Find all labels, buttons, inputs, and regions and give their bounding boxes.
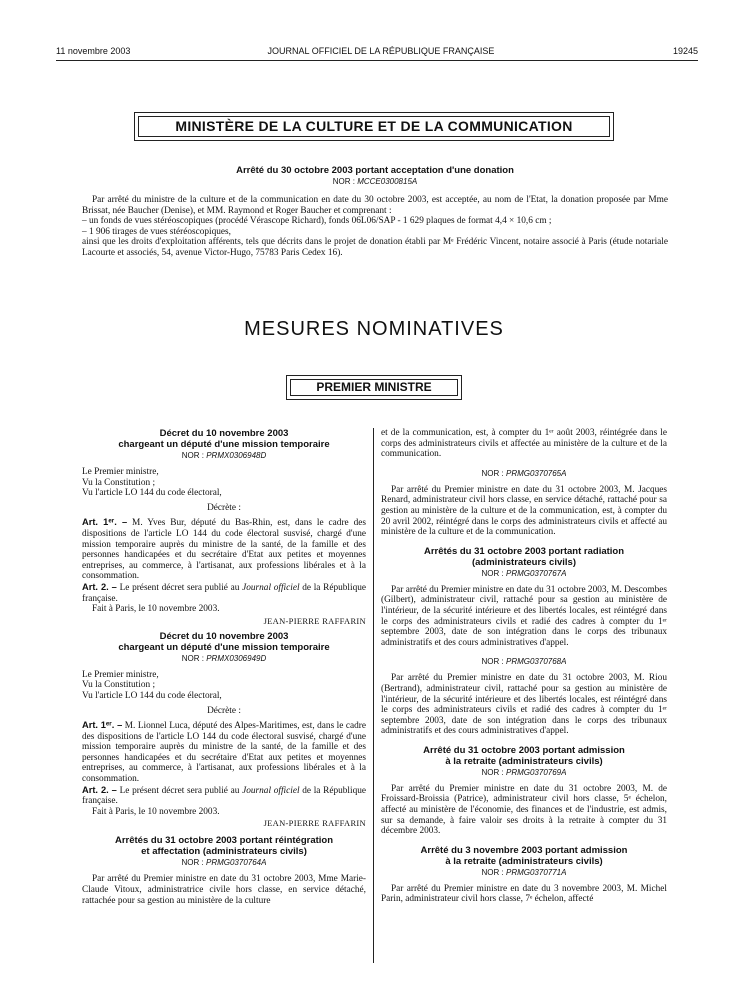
article-label: Art. 2. – — [82, 581, 117, 592]
visa-line: Vu la Constitution ; — [82, 680, 156, 691]
arretes-nor — [381, 568, 667, 579]
arrete-paragraph: Par arrêté du ministre de la culture et de la communication en date du 30 octobre 2003, est acceptée, au nom de l'Etat, la donation proposée par Mme Brissat, née Baucher (Denise), et MM. Raymond et Roger Baucher et comprenant : — [82, 195, 668, 216]
nor-code: MCCE0300815A — [357, 177, 418, 186]
article-text: M. Lionnel Luca, député des Alpes-Maritimes, est, dans le cadre des dispositions de l'article LO 144 du code électoral susvisé, chargé d'une mission temporaire auprès du ministre de la santé, de la famille et des personnes handicapées et du secrétaire d'Etat aux petites et moyennes entreprises, au commerce, à l'artisanat, aux professions libérales et à la consommation. — [82, 721, 366, 785]
nor-label: NOR : — [181, 653, 204, 663]
decret-title: Décret du 10 novembre 2003 — [159, 630, 289, 642]
article-text: M. Yves Bur, député du Bas-Rhin, est, dans le cadre des dispositions de l'article LO 144 du code électoral susvisé, chargé d'une mission temporaire auprès du ministre de la santé, de la famille et des personnes handicapées et du secrétaire d'Etat aux petites et moyennes entreprises, au commerce, à l'artisanat, aux professions libérales et à la consommation. — [82, 518, 366, 582]
nor-label: NOR : — [481, 867, 504, 877]
signature: JEAN-PIERRE RAFFARIN — [263, 615, 366, 626]
arrete-paragraph: ainsi que les droits d'exploitation afférents, tels que décrits dans le projet de donation établi par Mᵉ Frédéric Vincent, notaire associé à Paris (étude notariale Lacourte et associés, 54, avenue Victor-Hugo, 75783 Paris Cedex 16). — [82, 237, 668, 258]
nor-label: NOR : — [481, 657, 504, 667]
arrete-subtitle: à la retraite (administrateurs civils) — [445, 855, 603, 867]
visa-line: Vu l'article LO 144 du code électoral, — [82, 690, 222, 701]
left-column — [82, 428, 366, 906]
arretes-title: Arrêtés du 31 octobre 2003 portant radiation — [423, 545, 625, 557]
header-page-number: 19245 — [672, 46, 698, 56]
right-column — [381, 428, 667, 905]
arrete-nor — [381, 767, 667, 778]
article-text: Le présent décret sera publié au — [119, 785, 243, 796]
arrete-item: – 1 906 tirages de vues stéréoscopiques, — [82, 226, 231, 237]
arrete-paragraph: Par arrêté du Premier ministre en date du 31 octobre 2003, M. Riou (Bertrand), administrateur civil, rattaché pour sa gestion au ministère de l'intérieur, de la sécurité intérieure et des libertés locales, est réintégré dans le corps des administrateurs civils et radié des cadres à compter du 1ᵉʳ septembre 2003, date de son intégration dans le corps des tribunaux administratifs et des cours administratives d'appel. — [381, 673, 667, 737]
nor-label: NOR : — [181, 451, 204, 460]
arrete-nor — [82, 176, 668, 187]
article-2 — [82, 582, 366, 604]
arrete-nor — [381, 867, 667, 878]
decret-nor — [82, 450, 366, 461]
arrete-title: Arrêté du 30 octobre 2003 portant acceptation d'une donation — [236, 165, 514, 176]
arrete-paragraph: Par arrêté du Premier ministre en date du 31 octobre 2003, M. de Froissard-Broissia (Patrice), administrateur civil hors classe, 5ᵉ échelon, affecté au ministère de l'économie, des finances et de l'industrie, est admis, sur sa demande, à faire valoir ses droits à la retraite à compter du 31 décembre 2003. — [381, 783, 667, 837]
visa-line: Vu la Constitution ; — [82, 477, 156, 488]
nor-code: PRMX0306948D — [206, 451, 267, 460]
nor-label: NOR : — [481, 767, 504, 777]
article-text: de la République française. — [82, 582, 366, 604]
decret-subtitle: chargeant un député d'une mission temporaire — [118, 641, 330, 653]
nor-label: NOR : — [332, 177, 355, 186]
arrete-paragraph: Par arrêté du Premier ministre en date du 31 octobre 2003, Mme Marie-Claude Vitoux, administratrice civile hors classe, en service détaché, rattachée pour sa gestion au ministère de la culture — [82, 874, 366, 906]
arrete-paragraph: Par arrêté du Premier ministre en date du 3 novembre 2003, M. Michel Parin, administrateur civil hors classe, 7ᵉ échelon, affecté — [381, 883, 667, 905]
arrete-nor — [381, 656, 667, 667]
arrete-item: – un fonds de vues stéréoscopiques (procédé Vérascope Richard), fonds 06L06/SAP - 1 629 plaques de format 4,4 × 10,6 cm ; — [82, 216, 552, 227]
article-2 — [82, 785, 366, 807]
arrete-title: Arrêté du 31 octobre 2003 portant admission — [423, 744, 625, 756]
article-label: Art. 2. – — [82, 784, 117, 795]
arrete-nor — [381, 468, 667, 479]
decrete-label: Décrète : — [207, 705, 241, 716]
nor-code: PRMG0370769A — [505, 767, 567, 777]
fait-line: Fait à Paris, le 10 novembre 2003. — [92, 604, 220, 615]
arretes-title: Arrêtés du 31 octobre 2003 portant réintégration — [114, 835, 334, 847]
article-1 — [82, 720, 366, 785]
nor-label: NOR : — [481, 568, 504, 578]
nor-code: PRMX0306949D — [206, 653, 267, 663]
nor-code: PRMG0370768A — [505, 657, 567, 667]
ministry-arrete-section — [82, 165, 668, 259]
page-header — [56, 46, 698, 58]
visa-line: Le Premier ministre, — [82, 467, 159, 477]
nor-label: NOR : — [481, 468, 504, 478]
header-rule — [56, 60, 698, 61]
arrete-subtitle: à la retraite (administrateurs civils) — [445, 755, 603, 767]
header-journal-title: JOURNAL OFFICIEL DE LA RÉPUBLIQUE FRANÇAISE — [267, 46, 495, 56]
header-date: 11 novembre 2003 — [56, 46, 131, 56]
arretes-subtitle: et affectation (administrateurs civils) — [141, 846, 307, 858]
visa-line: Vu l'article LO 144 du code électoral, — [82, 488, 222, 499]
nor-code: PRMG0370771A — [505, 867, 567, 877]
premier-ministre-title: PREMIER MINISTRE — [290, 379, 458, 396]
nor-code: PRMG0370767A — [505, 568, 567, 578]
arretes-subtitle: (administrateurs civils) — [471, 556, 576, 568]
ministry-title: MINISTÈRE DE LA CULTURE ET DE LA COMMUNICATION — [138, 116, 610, 137]
decret-nor — [82, 653, 366, 664]
article-text: Le présent décret sera publié au — [119, 582, 243, 593]
arretes-nor — [82, 857, 366, 868]
premier-ministre-box — [286, 375, 462, 400]
nor-code: PRMG0370764A — [205, 858, 267, 868]
arrete-paragraph-continued: et de la communication, est, à compter du 1ᵉʳ août 2003, réintégrée dans le corps des administrateurs civils et affectée au ministère de la culture et de la communication. — [381, 428, 667, 460]
article-1 — [82, 517, 366, 582]
nor-label: NOR : — [181, 858, 204, 868]
decrete-label: Décrète : — [207, 502, 241, 513]
decret-subtitle: chargeant un député d'une mission temporaire — [118, 439, 330, 450]
journal-name: Journal officiel — [242, 582, 300, 593]
article-label: Art. 1ᵉʳ. – — [82, 720, 123, 731]
nor-code: PRMG0370765A — [505, 468, 567, 478]
signature: JEAN-PIERRE RAFFARIN — [263, 818, 366, 829]
arrete-paragraph: Par arrêté du Premier ministre en date du 31 octobre 2003, M. Descombes (Gilbert), administrateur civil, rattaché pour sa gestion au ministère de l'intérieur, de la sécurité intérieure et des libertés locales, est réintégré dans le corps des administrateurs civils et radié des cadres à compter du 1ᵉʳ septembre 2003, date de son intégration dans le corps des tribunaux administratifs et des cours administratives d'appel. — [381, 584, 667, 648]
article-label: Art. 1ᵉʳ. – — [82, 517, 128, 528]
column-divider — [373, 428, 374, 963]
decret-title: Décret du 10 novembre 2003 — [159, 428, 289, 439]
arrete-title: Arrêté du 3 novembre 2003 portant admission — [420, 844, 628, 856]
visa-line: Le Premier ministre, — [82, 669, 159, 680]
section-heading-mesures: MESURES NOMINATIVES — [244, 318, 504, 340]
arrete-paragraph: Par arrêté du Premier ministre en date du 31 octobre 2003, M. Jacques Renard, administrateur civil hors classe, en service détaché, rattaché pour sa gestion au ministère de la culture et de la communication, est, à compter du 20 avril 2002, réintégré dans le corps des administrateurs civils et affecté au ministère de la culture et de la communication. — [381, 484, 667, 538]
fait-line: Fait à Paris, le 10 novembre 2003. — [92, 806, 220, 817]
journal-name: Journal officiel — [242, 785, 300, 796]
ministry-title-box — [134, 112, 614, 141]
article-text: de la République française. — [82, 785, 366, 807]
